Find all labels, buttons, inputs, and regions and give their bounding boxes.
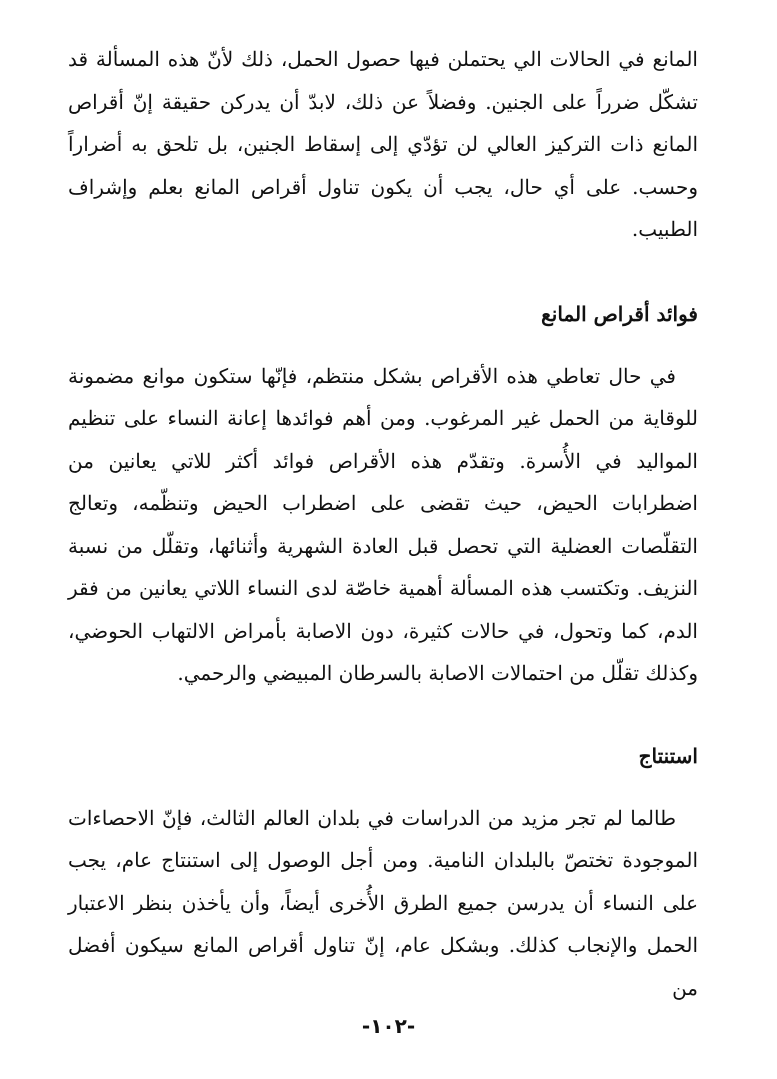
paragraph-benefits: في حال تعاطي هذه الأقراص بشكل منتظم، فإنّها ستكون موانع مضمونة للوقاية من الحمل غير المرغوب. ومن أهم فوائدها إعانة النساء على تنظيم المواليد في الأُسرة. وتقدّم هذه الأقراص فوائد أكثر للاتي يعانين من اضطرابات الحيض، حيث تقضى على اضطراب الحيض وتنظّمه، وتعالج التقلّصات العضلية التي تحصل قبل العادة الشهرية وأثنائها، وتقلّل من نسبة النزيف. وتكتسب هذه المسألة أهمية خاصّة لدى النساء اللاتي يعانين من فقر الدم، كما وتحول، في حالات كثيرة، دون الاصابة بأمراض الالتهاب الحوضي، وكذلك تقلّل من احتمالات الاصابة بالسرطان المبيضي والرحمي. [68,363,699,685]
paragraph-conclusion: طالما لم تجر مزيد من الدراسات في بلدان العالم الثالث، فإنّ الاحصاءات الموجودة تختصّ بالبلدان النامية. ومن أجل الوصول إلى استنتاج عام، يجب على النساء أن يدرسن جميع الطرق الأُخرى أيضاً، وأن يأخذن بنظر الاعتبار الحمل والإنجاب كذلك. وبشكل عام، إنّ تناول أقراص المانع سيكون أفضل من [68,805,699,1000]
page-body [68,38,698,1009]
page-number: -١٠٢- [361,1014,416,1038]
section-heading-benefits: فوائد أقراص المانع [541,301,698,326]
paragraph-continuation: المانع في الحالات الي يحتملن فيها حصول الحمل، ذلك لأنّ هذه المسألة قد تشكّل ضرراً على الجنين. وفضلاً عن ذلك، لابدّ أن يدركن حقيقة إنّ أقراص المانع ذات التركيز العالي لن تؤدّي إلى إسقاط الجنين، بل تلحق به أضراراً وحسب. على أي حال، يجب أن يكون تناول أقراص المانع بعلم وإشراف الطبيب. [68,47,698,241]
section-heading-conclusion: استنتاج [638,743,698,768]
